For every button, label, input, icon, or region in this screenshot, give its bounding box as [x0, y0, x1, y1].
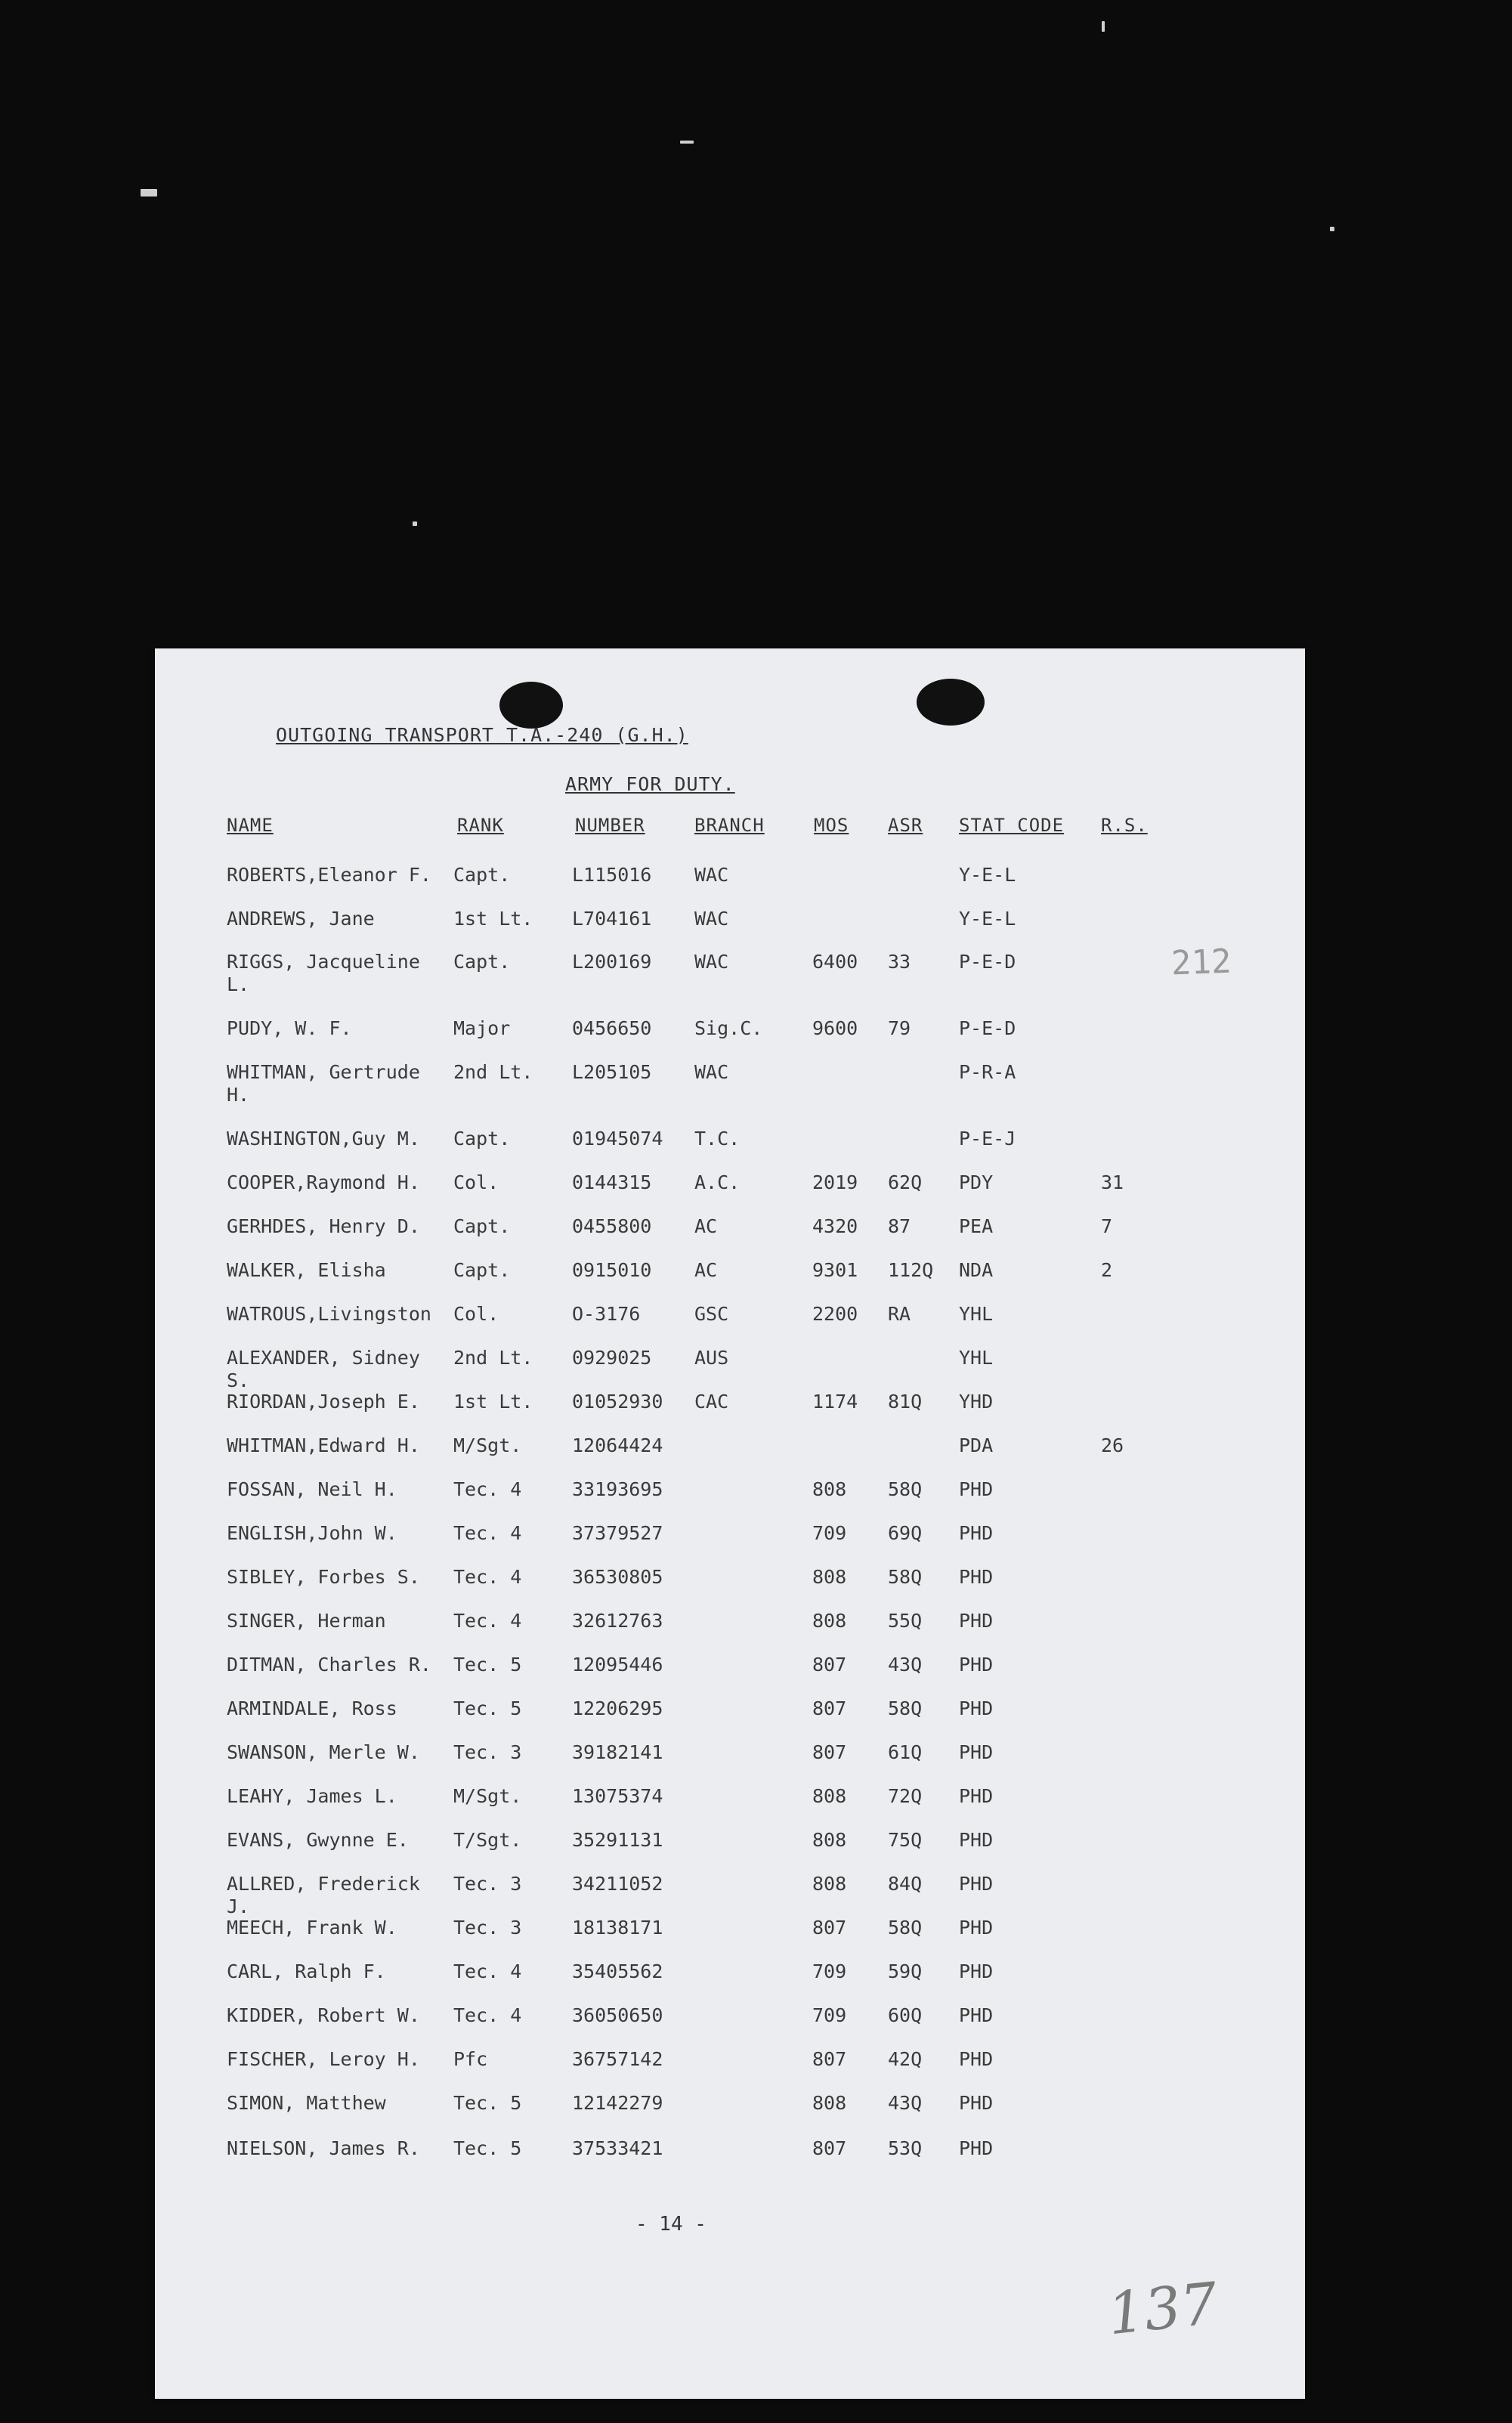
- cell-rank: Tec. 5: [453, 2137, 522, 2159]
- cell-name: COOPER,Raymond H.: [227, 1171, 420, 1193]
- cell-mos: 807: [812, 2137, 847, 2159]
- cell-stat: PHD: [959, 1785, 994, 1807]
- cell-number: 36757142: [572, 2048, 663, 2070]
- cell-name: ROBERTS,Eleanor F.: [227, 864, 431, 886]
- cell-branch: AUS: [694, 1347, 729, 1369]
- cell-number: 37379527: [572, 1522, 663, 1544]
- cell-name: KIDDER, Robert W.: [227, 2004, 420, 2026]
- cell-mos: 808: [812, 1873, 847, 1895]
- cell-mos: 4320: [812, 1215, 858, 1237]
- cell-stat: PHD: [959, 1610, 994, 1632]
- cell-number: 18138171: [572, 1917, 663, 1939]
- cell-asr: 72Q: [888, 1785, 923, 1807]
- table-row: [155, 1017, 1305, 1057]
- cell-rs: 31: [1101, 1171, 1124, 1193]
- cell-rank: Tec. 3: [453, 1741, 522, 1763]
- cell-rank: 1st Lt.: [453, 908, 533, 930]
- cell-mos: 709: [812, 1522, 847, 1544]
- cell-mos: 1174: [812, 1391, 858, 1413]
- cell-rank: Major: [453, 1017, 511, 1039]
- cell-name: FISCHER, Leroy H.: [227, 2048, 420, 2070]
- cell-mos: 2200: [812, 1303, 858, 1325]
- cell-stat: PHD: [959, 1741, 994, 1763]
- cell-asr: 69Q: [888, 1522, 923, 1544]
- cell-rank: Tec. 4: [453, 2004, 522, 2026]
- cell-rank: M/Sgt.: [453, 1785, 522, 1807]
- cell-mos: 6400: [812, 951, 858, 973]
- document-subtitle: ARMY FOR DUTY.: [565, 773, 735, 795]
- cell-stat: Y-E-L: [959, 908, 1016, 930]
- cell-rank: 1st Lt.: [453, 1391, 533, 1413]
- cell-stat: PHD: [959, 1697, 994, 1719]
- table-row: [155, 864, 1305, 903]
- cell-asr: 87: [888, 1215, 911, 1237]
- cell-branch: WAC: [694, 908, 729, 930]
- cell-asr: 81Q: [888, 1391, 923, 1413]
- table-row: [155, 2092, 1305, 2131]
- cell-rank: Tec. 5: [453, 2092, 522, 2114]
- table-row: [155, 1741, 1305, 1781]
- cell-name: ALLRED, Frederick J.: [227, 1873, 420, 1917]
- table-row: [155, 1654, 1305, 1693]
- table-row: [155, 908, 1305, 947]
- cell-mos: 808: [812, 1785, 847, 1807]
- cell-name: WASHINGTON,Guy M.: [227, 1128, 420, 1150]
- column-header-stat-code: STAT CODE: [959, 815, 1065, 836]
- table-row: [155, 2004, 1305, 2044]
- cell-stat: PHD: [959, 1654, 994, 1676]
- handwritten-number: 137: [1104, 2269, 1221, 2348]
- cell-branch: Sig.C.: [694, 1017, 763, 1039]
- table-row: [155, 1434, 1305, 1474]
- cell-name: RIORDAN,Joseph E.: [227, 1391, 420, 1413]
- cell-number: 36530805: [572, 1566, 663, 1588]
- cell-stat: P-E-D: [959, 1017, 1016, 1039]
- cell-number: 37533421: [572, 2137, 663, 2159]
- cell-mos: 807: [812, 1917, 847, 1939]
- cell-number: O-3176: [572, 1303, 641, 1325]
- cell-mos: 808: [812, 2092, 847, 2114]
- cell-rank: Capt.: [453, 1259, 511, 1281]
- cell-number: 12142279: [572, 2092, 663, 2114]
- column-header-mos: MOS: [814, 815, 849, 836]
- cell-branch: A.C.: [694, 1171, 741, 1193]
- column-header-rank: RANK: [457, 815, 504, 836]
- table-row: [155, 1610, 1305, 1649]
- table-row: [155, 1522, 1305, 1561]
- cell-number: 13075374: [572, 1785, 663, 1807]
- cell-asr: 58Q: [888, 1566, 923, 1588]
- cell-asr: 79: [888, 1017, 911, 1039]
- cell-rank: T/Sgt.: [453, 1829, 522, 1851]
- column-header-number: NUMBER: [575, 815, 645, 836]
- cell-rank: Col.: [453, 1303, 499, 1325]
- cell-mos: 709: [812, 1960, 847, 1982]
- cell-number: L200169: [572, 951, 652, 973]
- cell-number: L704161: [572, 908, 652, 930]
- dust-speck: [1330, 227, 1334, 231]
- cell-name: LEAHY, James L.: [227, 1785, 397, 1807]
- cell-name: ALEXANDER, Sidney S.: [227, 1347, 420, 1391]
- cell-rank: Tec. 4: [453, 1478, 522, 1500]
- cell-asr: 55Q: [888, 1610, 923, 1632]
- table-row: [155, 1566, 1305, 1605]
- cell-branch: WAC: [694, 951, 729, 973]
- cell-stat: PHD: [959, 1522, 994, 1544]
- cell-number: 0929025: [572, 1347, 652, 1369]
- cell-rank: Capt.: [453, 951, 511, 973]
- cell-branch: WAC: [694, 1061, 729, 1083]
- page-number: - 14 -: [635, 2213, 707, 2236]
- cell-rank: Pfc: [453, 2048, 488, 2070]
- cell-number: 32612763: [572, 1610, 663, 1632]
- cell-rank: Tec. 4: [453, 1960, 522, 1982]
- document-page: [155, 648, 1305, 2399]
- cell-name: CARL, Ralph F.: [227, 1960, 386, 1982]
- cell-stat: PHD: [959, 1960, 994, 1982]
- cell-stat: PEA: [959, 1215, 994, 1237]
- column-header-asr: ASR: [888, 815, 923, 836]
- cell-name: ANDREWS, Jane: [227, 908, 375, 930]
- cell-stat: PHD: [959, 1566, 994, 1588]
- cell-number: 12095446: [572, 1654, 663, 1676]
- table-row: [155, 951, 1305, 995]
- table-row: [155, 1478, 1305, 1518]
- cell-asr: 61Q: [888, 1741, 923, 1763]
- cell-asr: 112Q: [888, 1259, 934, 1281]
- punch-hole: [917, 679, 985, 726]
- cell-rank: Tec. 4: [453, 1610, 522, 1632]
- cell-name: RIGGS, Jacqueline L.: [227, 951, 420, 995]
- cell-stat: PDA: [959, 1434, 994, 1456]
- cell-mos: 807: [812, 2048, 847, 2070]
- cell-number: 0456650: [572, 1017, 652, 1039]
- table-row: [155, 1215, 1305, 1255]
- cell-stat: PHD: [959, 2048, 994, 2070]
- cell-stat: Y-E-L: [959, 864, 1016, 886]
- cell-stat: P-E-J: [959, 1128, 1016, 1150]
- cell-asr: 58Q: [888, 1917, 923, 1939]
- table-row: [155, 1259, 1305, 1298]
- cell-stat: YHD: [959, 1391, 994, 1413]
- cell-name: WHITMAN, Gertrude H.: [227, 1061, 420, 1106]
- column-header-branch: BRANCH: [694, 815, 765, 836]
- table-row: [155, 1391, 1305, 1430]
- cell-rs: 7: [1101, 1215, 1113, 1237]
- cell-name: GERHDES, Henry D.: [227, 1215, 420, 1237]
- cell-asr: 58Q: [888, 1697, 923, 1719]
- cell-number: 12206295: [572, 1697, 663, 1719]
- cell-asr: 62Q: [888, 1171, 923, 1193]
- document-title: OUTGOING TRANSPORT T.A.-240 (G.H.): [276, 724, 688, 746]
- cell-mos: 9600: [812, 1017, 858, 1039]
- cell-stat: PDY: [959, 1171, 994, 1193]
- cell-rank: 2nd Lt.: [453, 1347, 533, 1369]
- table-row: [155, 1128, 1305, 1167]
- cell-stat: PHD: [959, 1873, 994, 1895]
- dust-speck: [141, 189, 157, 197]
- cell-name: FOSSAN, Neil H.: [227, 1478, 397, 1500]
- cell-asr: 43Q: [888, 2092, 923, 2114]
- cell-name: WHITMAN,Edward H.: [227, 1434, 420, 1456]
- cell-branch: WAC: [694, 864, 729, 886]
- cell-number: 39182141: [572, 1741, 663, 1763]
- cell-branch: AC: [694, 1259, 718, 1281]
- cell-rank: Capt.: [453, 1215, 511, 1237]
- cell-number: 0144315: [572, 1171, 652, 1193]
- cell-number: 0455800: [572, 1215, 652, 1237]
- cell-rank: Col.: [453, 1171, 499, 1193]
- cell-number: 01945074: [572, 1128, 663, 1150]
- cell-mos: 2019: [812, 1171, 858, 1193]
- cell-stat: PHD: [959, 1829, 994, 1851]
- cell-asr: 42Q: [888, 2048, 923, 2070]
- table-row: [155, 1917, 1305, 1956]
- cell-mos: 808: [812, 1829, 847, 1851]
- cell-number: 35291131: [572, 1829, 663, 1851]
- cell-mos: 807: [812, 1654, 847, 1676]
- cell-name: ENGLISH,John W.: [227, 1522, 397, 1544]
- cell-asr: 58Q: [888, 1478, 923, 1500]
- cell-mos: 709: [812, 2004, 847, 2026]
- cell-branch: CAC: [694, 1391, 729, 1413]
- cell-asr: 43Q: [888, 1654, 923, 1676]
- cell-name: PUDY, W. F.: [227, 1017, 352, 1039]
- cell-name: WATROUS,Livingston: [227, 1303, 431, 1325]
- cell-name: DITMAN, Charles R.: [227, 1654, 431, 1676]
- cell-asr: 60Q: [888, 2004, 923, 2026]
- table-row: [155, 1061, 1305, 1106]
- table-row: [155, 1873, 1305, 1917]
- table-row: [155, 1303, 1305, 1342]
- cell-mos: 807: [812, 1741, 847, 1763]
- table-row: [155, 1960, 1305, 2000]
- cell-rank: Tec. 5: [453, 1654, 522, 1676]
- column-header-name: NAME: [227, 815, 274, 836]
- cell-rank: Capt.: [453, 864, 511, 886]
- dust-speck: [1102, 21, 1105, 32]
- cell-stat: P-R-A: [959, 1061, 1016, 1083]
- cell-mos: 808: [812, 1610, 847, 1632]
- table-row: [155, 1697, 1305, 1737]
- cell-name: ARMINDALE, Ross: [227, 1697, 397, 1719]
- cell-branch: GSC: [694, 1303, 729, 1325]
- cell-number: 0915010: [572, 1259, 652, 1281]
- margin-note: 212: [1170, 942, 1232, 983]
- table-row: [155, 1347, 1305, 1391]
- cell-rank: Tec. 4: [453, 1522, 522, 1544]
- cell-stat: YHL: [959, 1347, 994, 1369]
- cell-number: 12064424: [572, 1434, 663, 1456]
- cell-mos: 808: [812, 1478, 847, 1500]
- cell-stat: PHD: [959, 2092, 994, 2114]
- cell-mos: 9301: [812, 1259, 858, 1281]
- table-row: [155, 1171, 1305, 1211]
- cell-number: 34211052: [572, 1873, 663, 1895]
- cell-number: L115016: [572, 864, 652, 886]
- punch-hole: [499, 682, 563, 729]
- cell-rank: Tec. 3: [453, 1873, 522, 1895]
- cell-name: SIMON, Matthew: [227, 2092, 386, 2114]
- cell-stat: NDA: [959, 1259, 994, 1281]
- table-row: [155, 1829, 1305, 1868]
- cell-rank: Tec. 5: [453, 1697, 522, 1719]
- cell-number: 01052930: [572, 1391, 663, 1413]
- cell-mos: 808: [812, 1566, 847, 1588]
- cell-stat: YHL: [959, 1303, 994, 1325]
- cell-asr: 75Q: [888, 1829, 923, 1851]
- cell-rank: 2nd Lt.: [453, 1061, 533, 1083]
- cell-asr: RA: [888, 1303, 911, 1325]
- table-row: [155, 1785, 1305, 1824]
- cell-stat: P-E-D: [959, 951, 1016, 973]
- dust-speck: [413, 521, 417, 526]
- cell-name: SIBLEY, Forbes S.: [227, 1566, 420, 1588]
- cell-number: L205105: [572, 1061, 652, 1083]
- cell-asr: 59Q: [888, 1960, 923, 1982]
- dust-speck: [680, 141, 694, 144]
- cell-rs: 2: [1101, 1259, 1113, 1281]
- cell-mos: 807: [812, 1697, 847, 1719]
- cell-branch: T.C.: [694, 1128, 741, 1150]
- table-row: [155, 2137, 1305, 2177]
- cell-rank: Tec. 4: [453, 1566, 522, 1588]
- cell-rank: Tec. 3: [453, 1917, 522, 1939]
- cell-name: WALKER, Elisha: [227, 1259, 386, 1281]
- cell-stat: PHD: [959, 2004, 994, 2026]
- cell-stat: PHD: [959, 1478, 994, 1500]
- cell-name: MEECH, Frank W.: [227, 1917, 397, 1939]
- cell-rs: 26: [1101, 1434, 1124, 1456]
- cell-rank: M/Sgt.: [453, 1434, 522, 1456]
- cell-name: NIELSON, James R.: [227, 2137, 420, 2159]
- cell-stat: PHD: [959, 1917, 994, 1939]
- cell-name: SINGER, Herman: [227, 1610, 386, 1632]
- cell-number: 35405562: [572, 1960, 663, 1982]
- cell-stat: PHD: [959, 2137, 994, 2159]
- cell-asr: 84Q: [888, 1873, 923, 1895]
- table-row: [155, 2048, 1305, 2087]
- cell-rank: Capt.: [453, 1128, 511, 1150]
- cell-number: 33193695: [572, 1478, 663, 1500]
- cell-number: 36050650: [572, 2004, 663, 2026]
- cell-name: SWANSON, Merle W.: [227, 1741, 420, 1763]
- column-header-rs: R.S.: [1101, 815, 1148, 836]
- cell-asr: 53Q: [888, 2137, 923, 2159]
- cell-branch: AC: [694, 1215, 718, 1237]
- cell-asr: 33: [888, 951, 911, 973]
- cell-name: EVANS, Gwynne E.: [227, 1829, 409, 1851]
